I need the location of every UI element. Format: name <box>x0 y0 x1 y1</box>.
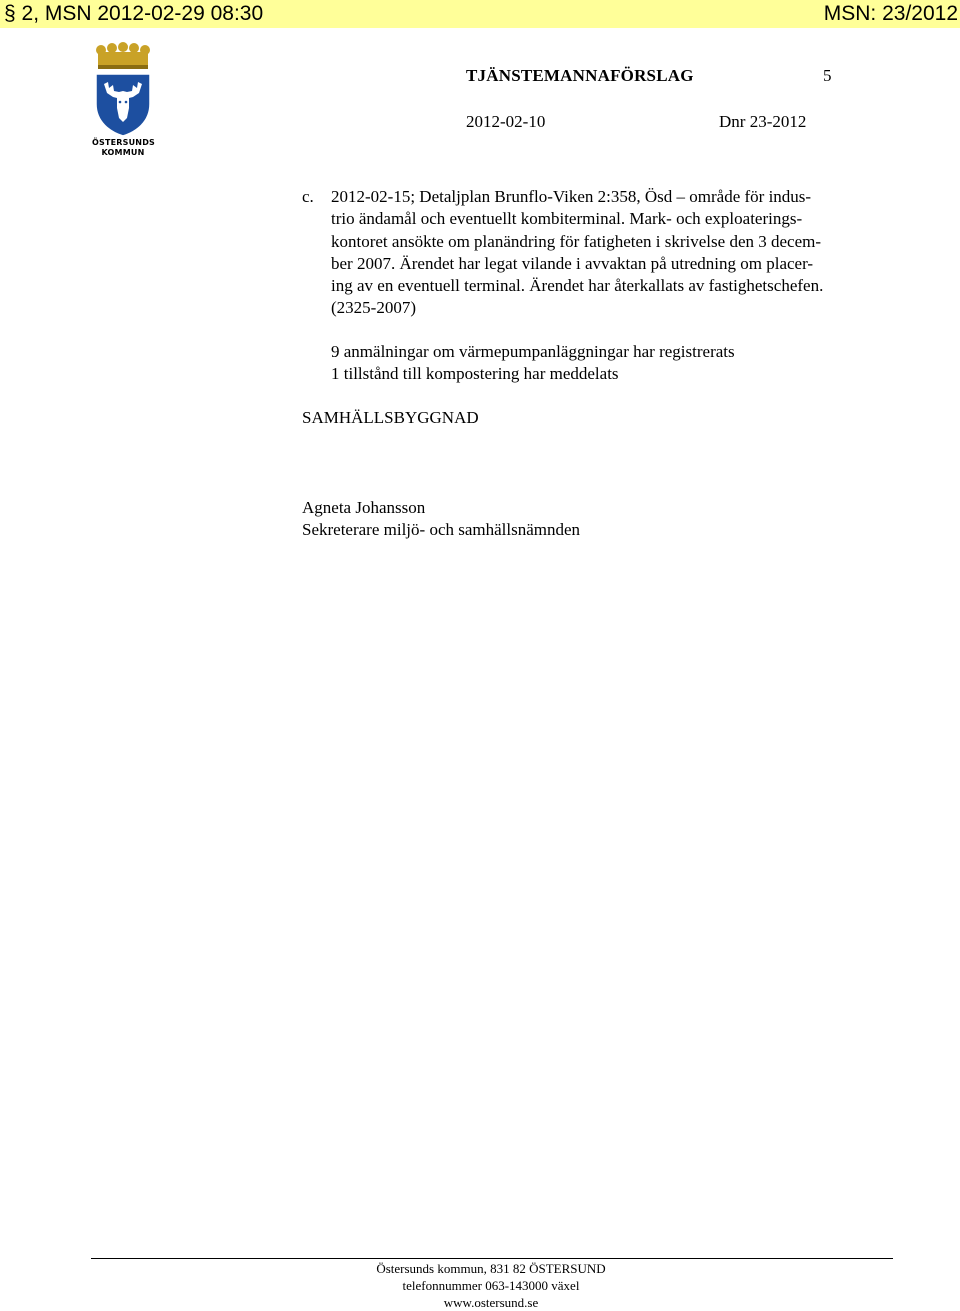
text-line: kontoret ansökte om planändring för fatigheten i skrivelse den 3 decem- <box>331 231 822 251</box>
footer-address: Östersunds kommun, 831 82 ÖSTERSUND <box>376 1261 606 1276</box>
coat-of-arms-icon <box>92 42 154 138</box>
meeting-case-number: MSN: 23/2012 <box>823 2 958 25</box>
footer-website: www.ostersund.se <box>443 1295 539 1310</box>
list-item-text <box>331 186 901 320</box>
text-line: ing av en eventuell terminal. Ärendet har återkallats av fastighetschefen. <box>331 276 824 296</box>
logo-text-line2: KOMMUN <box>101 148 145 157</box>
note-line: 9 anmälningar om värmepumpanläggningar har registrerats <box>331 342 735 361</box>
note-line: 1 tillstånd till kompostering har meddelats <box>331 364 619 384</box>
footer-divider <box>91 1258 893 1259</box>
signature-block <box>302 497 580 542</box>
logo-text-line1: ÖSTERSUNDS <box>92 138 155 147</box>
signer-name: Agneta Johansson <box>302 498 426 517</box>
meeting-reference-bar <box>0 0 960 28</box>
registration-number: Dnr 23-2012 <box>719 112 807 131</box>
text-line: trio ändamål och eventuellt kombiterminal. Mark- och exploaterings- <box>331 209 803 229</box>
text-line: 2012-02-15; Detaljplan Brunflo-Viken 2:358, Ösd – område för indus- <box>331 187 812 206</box>
list-item-marker: c. <box>302 187 314 206</box>
section-heading: SAMHÄLLSBYGGNAD <box>302 408 479 427</box>
signer-title: Sekreterare miljö- och samhällsnämnden <box>302 520 581 540</box>
page-number: 5 <box>823 66 832 85</box>
notes-block <box>331 341 735 386</box>
footer <box>0 1260 960 1311</box>
text-line: ber 2007. Ärendet har legat vilande i avvaktan på utredning om placer- <box>331 253 814 273</box>
footer-phone: telefonnummer 063-143000 växel <box>402 1278 580 1293</box>
document-date: 2012-02-10 <box>466 112 546 131</box>
meeting-paragraph-reference: § 2, MSN 2012-02-29 08:30 <box>4 2 264 25</box>
municipality-logo <box>92 42 154 160</box>
text-line: (2325-2007) <box>331 298 416 318</box>
document-type: TJÄNSTEMANNAFÖRSLAG <box>466 66 694 85</box>
